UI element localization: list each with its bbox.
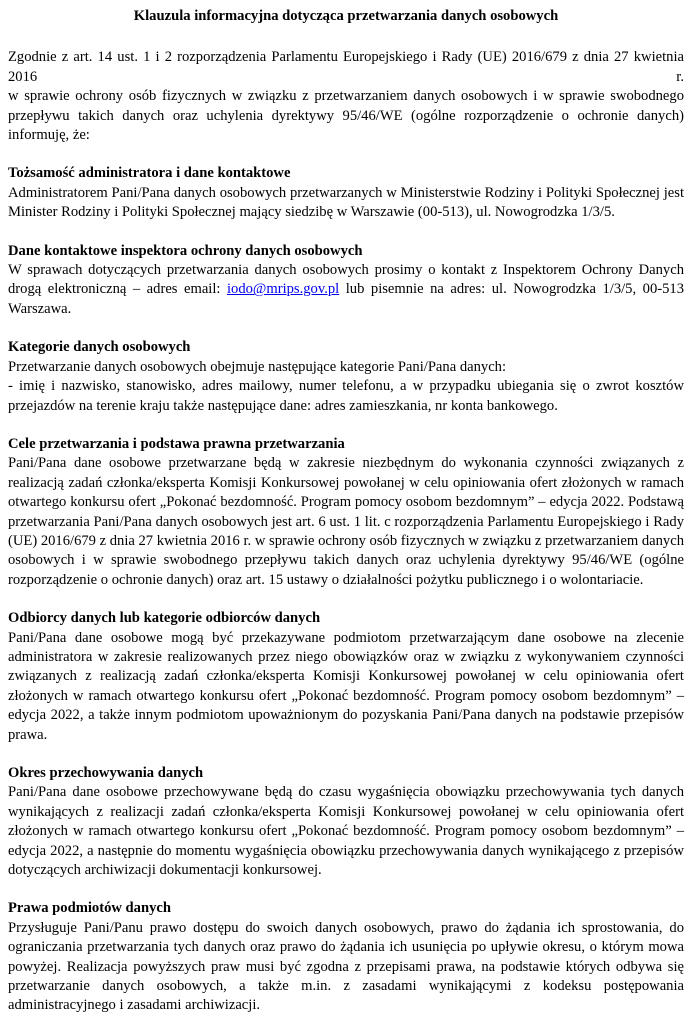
inspector-email-link[interactable]: iodo@mrips.gov.pl bbox=[226, 281, 340, 298]
intro-rest: w sprawie ochrony osób fizycznych w związku z przetwarzaniem danych osobowych i w sprawie swobodnego przepływu takich danych oraz uchylenia dyrektywy 95/46/WE (ogólne rozporządzenie o ochronie danych) informuję, że: bbox=[8, 88, 684, 144]
section-rights bbox=[8, 899, 684, 1015]
intro-line-1: Zgodnie z art. 14 ust. 1 i 2 rozporządzenia Parlamentu Europejskiego i Rady (UE) 2016/679 z dnia 27 kwietnia bbox=[8, 49, 684, 66]
section-text: Przetwarzanie danych osobowych obejmuje następujące kategorie Pani/Pana danych: bbox=[8, 358, 507, 375]
intro-paragraph bbox=[8, 48, 684, 145]
inspector-text-before: W sprawach dotyczących przetwarzania danych osobowych prosimy o kontakt z Inspektorem Ochrony Danych drogą elektroniczną – adres email: bbox=[8, 262, 684, 298]
intro-r: r. bbox=[676, 68, 684, 85]
section-heading: Tożsamość administratora i dane kontaktowe bbox=[8, 165, 291, 182]
section-text-list: - imię i nazwisko, stanowisko, adres mailowy, numer telefonu, a w przypadku ubiegania się o zwrot kosztów przejazdów na terenie kraju także następujące dane: adres zamieszkania, nr konta bankowego. bbox=[8, 378, 684, 414]
document-title: Klauzula informacyjna dotycząca przetwarzania danych osobowych bbox=[133, 8, 559, 24]
inspector-text-after: lub pisemnie na adres: ul. Nowogrodzka 1/3/5, 00-513 Warszawa. bbox=[8, 281, 684, 317]
section-text: Pani/Pana dane osobowe przetwarzane będą w zakresie niezbędnym do wykonania czynności związanych z realizacją zadań członka/eksperta Komisji Konkursowej powołanej w celu opiniowania ofert złożonych w ramach otwartego konkursu ofert „Pokonać bezdomność. Program pomocy osobom bezdomnym” – edycja 2022. Podstawą przetwarzania Pani/Pana danych osobowych jest art. 6 ust. 1 lit. c rozporządzenia Parlamentu Europejskiego i Rady (UE) 2016/679 z dnia 27 kwietnia 2016 r. w sprawie ochrony osób fizycznych w związku z przetwarzaniem danych osobowych i w sprawie swobodnego przepływu takich danych oraz uchylenia dyrektywy 95/46/WE (ogólne rozporządzenie o ochronie danych) oraz art. 15 ustawy o działalności pożytku publicznego i o wolontariacie. bbox=[8, 455, 684, 588]
intro-year: 2016 bbox=[8, 68, 38, 85]
section-heading: Okres przechowywania danych bbox=[8, 765, 204, 781]
section-text: Administratorem Pani/Pana danych osobowych przetwarzanych w Ministerstwie Rodziny i Polityki Społecznej jest Minister Rodziny i Polityki Społecznej mający siedzibę w Warszawie (00-513), ul. Nowogrodzka 1/3/5. bbox=[8, 184, 684, 221]
intro-line-2 bbox=[8, 68, 684, 87]
section-heading: Cele przetwarzania i podstawa prawna przetwarzania bbox=[8, 435, 345, 452]
section-inspector bbox=[8, 242, 684, 320]
section-text: Przysługuje Pani/Panu prawo dostępu do swoich danych osobowych, prawo do żądania ich sprostowania, do ograniczania przetwarzania tych danych oraz prawo do żądania ich usunięcia po upływie okresu, o którym mowa powyżej. Realizacja powyższych praw musi być zgodna z przepisami prawa, na podstawie których odbywa się przetwarzanie danych osobowych, a także m.in. z zasadami wynikającymi z kodeksu postępowania administracyjnego i zasadami archiwizacji. bbox=[8, 919, 684, 1014]
section-administrator bbox=[8, 164, 684, 222]
section-recipients bbox=[8, 609, 684, 745]
section-retention bbox=[8, 764, 684, 880]
section-text: Pani/Pana dane osobowe przechowywane będą do czasu wygaśnięcia obowiązku przechowywania tych danych wynikających z realizacji zadań członka/eksperta Komisji Konkursowej powołanej w celu opiniowania ofert złożonych w ramach otwartego konkursu ofert „Pokonać bezdomność. Program pomocy osobom bezdomnym” – edycja 2022, a następnie do momentu wygaśnięcia obowiązku przechowywania danych wynikającego z przepisów dotyczących archiwizacji dokumentacji konkursowej. bbox=[8, 784, 684, 879]
section-heading: Prawa podmiotów danych bbox=[8, 900, 171, 917]
section-heading: Dane kontaktowe inspektora ochrony danych osobowych bbox=[8, 242, 363, 259]
section-heading: Odbiorcy danych lub kategorie odbiorców danych bbox=[8, 610, 321, 627]
section-heading: Kategorie danych osobowych bbox=[8, 339, 191, 356]
section-categories bbox=[8, 338, 684, 416]
section-text: Pani/Pana dane osobowe mogą być przekazywane podmiotom przetwarzającym dane osobowe na zlecenie administratora w zakresie realizowanych przez niego obowiązków oraz w związku z wykonywaniem czynności związanych z realizacją zadań członka/eksperta Komisji Konkursowej powołanej w celu opiniowania ofert złożonych w ramach otwartego konkursu ofert „Pokonać bezdomność. Program pomocy osobom bezdomnym” – edycja 2022, a także innym podmiotom upoważnionym do pozyskania Pani/Pana danych na podstawie przepisów prawa. bbox=[8, 629, 684, 743]
section-text bbox=[8, 261, 684, 319]
section-purposes bbox=[8, 435, 684, 590]
